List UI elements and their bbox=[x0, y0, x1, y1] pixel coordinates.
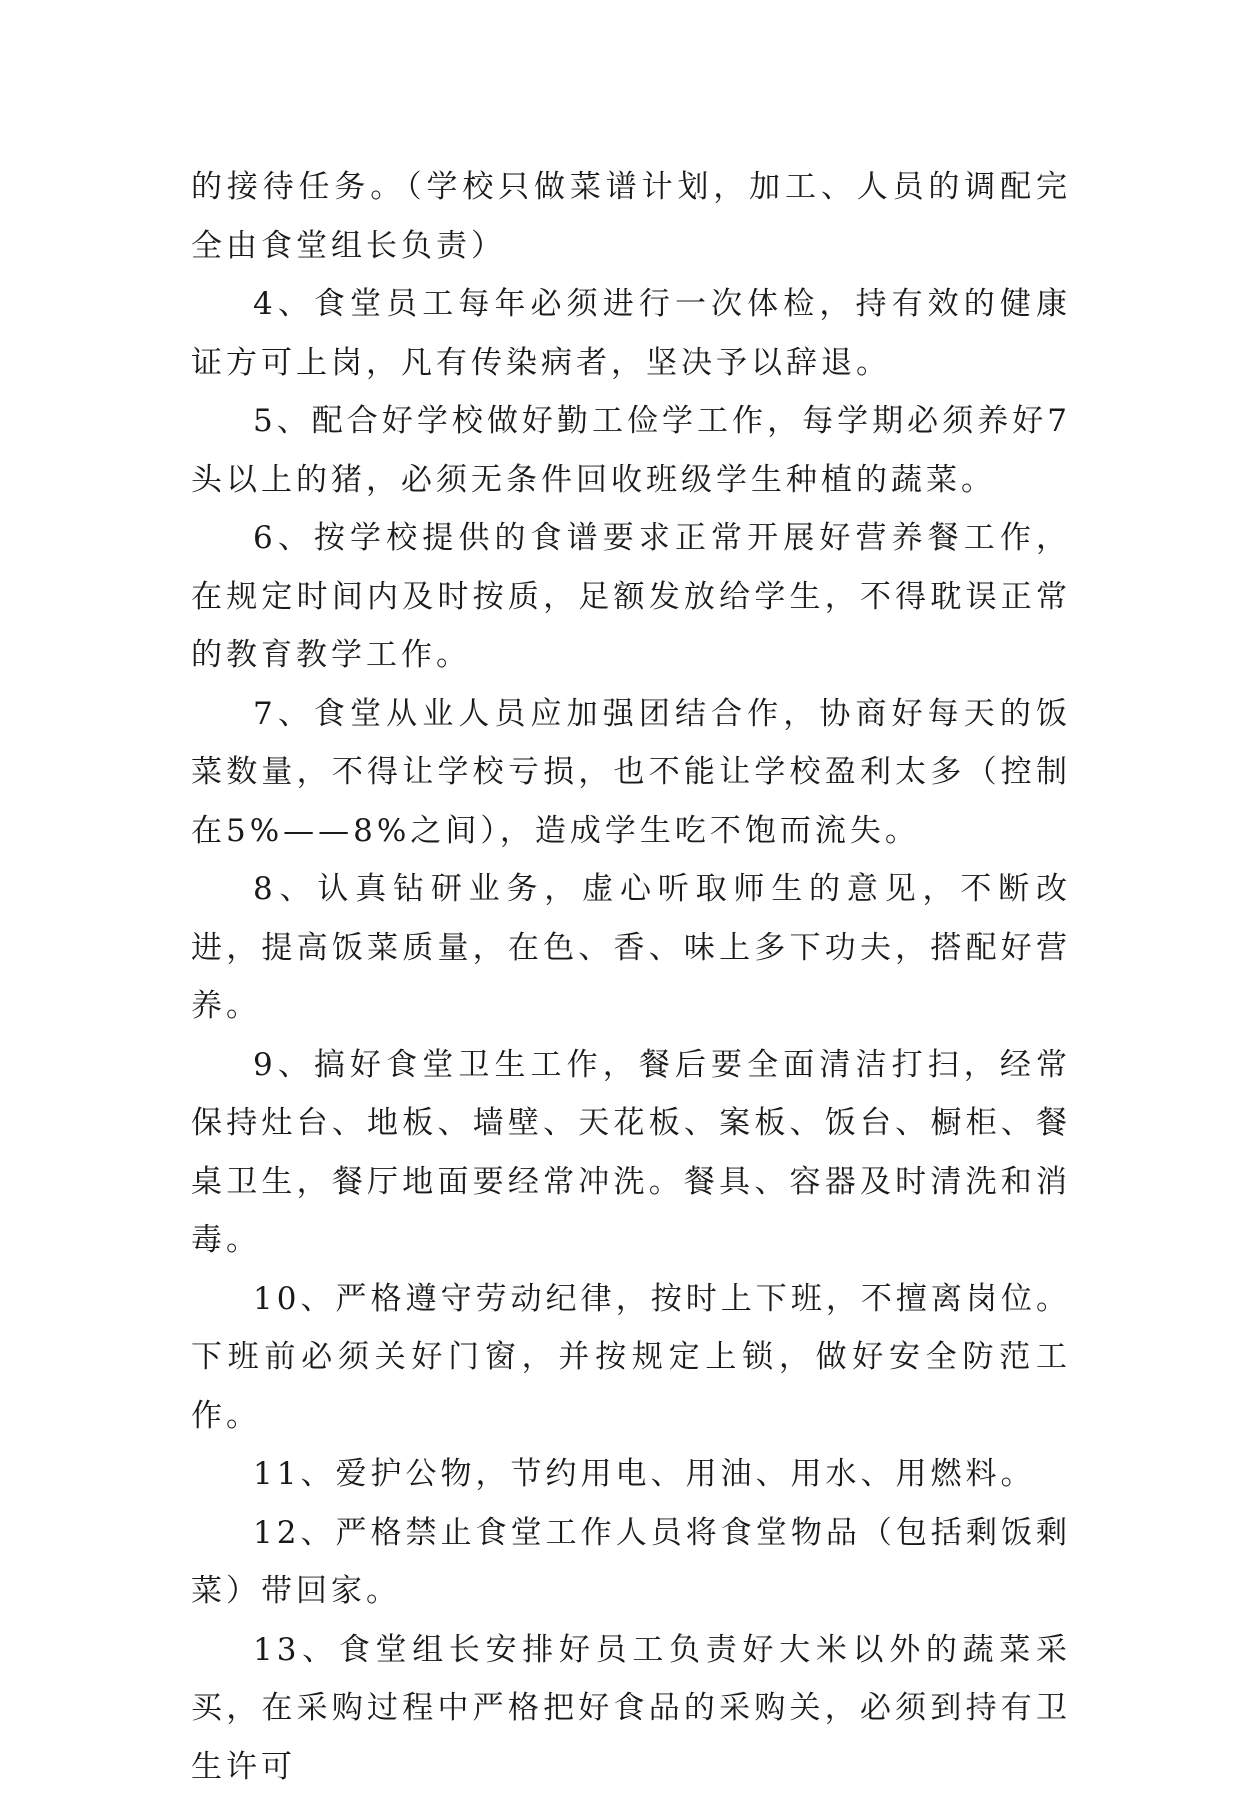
paragraph-item-9: 9、搞好食堂卫生工作，餐后要全面清洁打扫，经常保持灶台、地板、墙壁、天花板、案板、饭台、橱柜、餐桌卫生，餐厅地面要经常冲洗。餐具、容器及时清洗和消毒。 bbox=[191, 1036, 1071, 1270]
paragraph-item-8: 8、认真钻研业务，虚心听取师生的意见，不断改进，提高饭菜质量，在色、香、味上多下功夫，搭配好营养。 bbox=[191, 860, 1071, 1036]
paragraph-item-10: 10、严格遵守劳动纪律，按时上下班，不擅离岗位。下班前必须关好门窗，并按规定上锁，做好安全防范工作。 bbox=[191, 1270, 1071, 1446]
paragraph-continuation: 的接待任务。（学校只做菜谱计划，加工、人员的调配完全由食堂组长负责） bbox=[191, 158, 1071, 275]
paragraph-item-11: 11、爱护公物，节约用电、用油、用水、用燃料。 bbox=[191, 1445, 1071, 1504]
paragraph-item-4: 4、食堂员工每年必须进行一次体检，持有效的健康证方可上岗，凡有传染病者，坚决予以辞退。 bbox=[191, 275, 1071, 392]
document-body bbox=[191, 158, 1071, 1796]
paragraph-item-6: 6、按学校提供的食谱要求正常开展好营养餐工作，在规定时间内及时按质，足额发放给学生，不得耽误正常的教育教学工作。 bbox=[191, 509, 1071, 685]
paragraph-item-7: 7、食堂从业人员应加强团结合作，协商好每天的饭菜数量，不得让学校亏损，也不能让学校盈利太多（控制在5%——8%之间），造成学生吃不饱而流失。 bbox=[191, 685, 1071, 861]
paragraph-item-13: 13、食堂组长安排好员工负责好大米以外的蔬菜采买，在采购过程中严格把好食品的采购关，必须到持有卫生许可 bbox=[191, 1621, 1071, 1796]
paragraph-item-12: 12、严格禁止食堂工作人员将食堂物品（包括剩饭剩菜）带回家。 bbox=[191, 1504, 1071, 1621]
paragraph-item-5: 5、配合好学校做好勤工俭学工作，每学期必须养好7头以上的猪，必须无条件回收班级学生种植的蔬菜。 bbox=[191, 392, 1071, 509]
